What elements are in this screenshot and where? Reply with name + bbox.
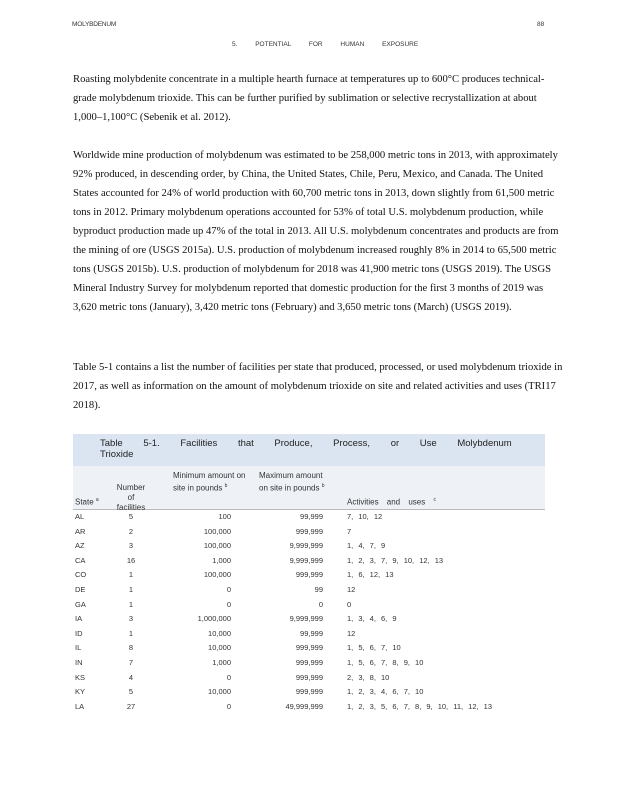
cell-activities: 1, 6, 12, 13	[347, 570, 394, 580]
cell-state: AZ	[75, 541, 85, 551]
cell-facilities: 2	[128, 526, 134, 536]
table-row	[73, 628, 545, 641]
cell-activities: 2, 3, 8, 10	[347, 672, 390, 682]
cell-activities: 12	[347, 628, 356, 638]
cell-facilities: 5	[128, 687, 134, 697]
cell-facilities: 27	[126, 701, 136, 711]
cell-activities: 1, 5, 6, 7, 10	[347, 643, 401, 653]
cell-facilities: 5	[128, 512, 134, 521]
cell-minimum: 1,000	[212, 658, 231, 667]
table-row	[73, 642, 545, 655]
cell-minimum: 10,000	[208, 628, 231, 638]
paragraph-roasting: Roasting molybdenite concentrate in a multiple hearth furnace at temperatures up to 600°C produces technical-grade molybdenum trioxide. This can be further purified by sublimation or selective recrystallization at about 1,000–1,100°C (Sebenik et al. 2012).	[73, 74, 545, 123]
cell-state: IA	[75, 614, 83, 624]
cell-minimum: 0	[226, 701, 231, 711]
column-header-facilities: Number of facilities	[116, 483, 146, 512]
cell-activities: 7	[347, 526, 352, 536]
cell-minimum: 10,000	[208, 687, 231, 697]
cell-maximum: 9,999,999	[289, 541, 323, 551]
cell-facilities: 3	[128, 541, 134, 551]
cell-state: AR	[75, 526, 86, 536]
cell-state: CA	[75, 555, 86, 565]
table-row	[73, 672, 545, 685]
cell-minimum: 10,000	[208, 643, 231, 653]
running-header-chapter: 5. POTENTIAL FOR HUMAN EXPOSURE	[232, 41, 419, 48]
paragraph-table-intro: Table 5-1 contains a list the number of facilities per state that produced, processed, or used molybdenum trioxide in 2017, as well as information on the amount of molybdenum trioxide on site and related activities and uses (TRI17 2018).	[73, 362, 563, 411]
cell-facilities: 1	[128, 570, 134, 580]
cell-facilities: 1	[128, 585, 134, 594]
cell-activities: 1, 5, 6, 7, 8, 9, 10	[347, 658, 424, 667]
table-header	[73, 466, 545, 510]
cell-minimum: 0	[226, 599, 231, 609]
cell-facilities: 1	[128, 628, 134, 638]
cell-state: IN	[75, 658, 83, 667]
cell-maximum: 999,999	[295, 658, 323, 667]
cell-state: ID	[75, 628, 83, 638]
cell-facilities: 4	[128, 672, 134, 682]
table-row	[73, 599, 545, 612]
cell-maximum: 9,999,999	[289, 614, 323, 624]
cell-maximum: 99,999	[300, 512, 323, 521]
cell-activities: 1, 3, 4, 6, 9	[347, 614, 397, 624]
cell-activities: 12	[347, 585, 356, 594]
cell-minimum: 1,000,000	[197, 614, 231, 624]
cell-maximum: 999,999	[295, 672, 323, 682]
cell-activities: 0	[347, 599, 352, 609]
table-title: Table 5-1. Facilities that Produce, Process, or Use Molybdenum Trioxide	[100, 438, 512, 460]
cell-maximum: 99,999	[300, 628, 323, 638]
cell-facilities: 1	[128, 599, 134, 609]
paragraph-production: Worldwide mine production of molybdenum was estimated to be 258,000 metric tons in 2013, with approximately 92% produced, in descending order, by China, the United States, Chile, Peru, Mexico, and Canada. The United States accounted for 24% of world production with 60,700 metric tons in 2013, down slightly from 61,500 metric tons in 2012. Primary molybdenum operations accounted for 53% of total U.S. molybdenum production, while byproduct production made up 47% of the total in 2013. All U.S. molybdenum concentrates and products are from the mining of ore (USGS 2015a). U.S. production of molybdenum increased roughly 8% in 2014 to 65,500 metric tons (USGS 2015b). U.S. production of molybdenum for 2018 was 41,900 metric tons (USGS 2019). The USGS Mineral Industry Survey for molybdenum reported that domestic production for the first 3 months of 2019 was 3,620 metric tons (January), 3,420 metric tons (February) and 3,650 metric tons (March) (USGS 2019).	[73, 150, 559, 313]
column-header-minimum: Minimum amount on site in pounds $^b$	[173, 471, 246, 493]
table-row	[73, 511, 545, 524]
cell-minimum: 100,000	[203, 541, 231, 551]
column-header-state: State $^a$	[75, 497, 99, 507]
page-number: 88	[537, 21, 545, 28]
cell-maximum: 999,999	[295, 526, 323, 536]
cell-maximum: 999,999	[295, 687, 323, 697]
cell-minimum: 0	[226, 585, 231, 594]
cell-activities: 1, 2, 3, 7, 9, 10, 12, 13	[347, 555, 444, 565]
cell-state: IL	[75, 643, 82, 653]
table-row	[73, 657, 545, 670]
running-header-chemical: MOLYBDENUM	[72, 21, 117, 28]
table-row	[73, 526, 545, 539]
column-header-activities: Activities and uses $^c$	[347, 497, 436, 507]
cell-state: KS	[75, 672, 86, 682]
cell-minimum: 1,000	[212, 555, 231, 565]
table-row	[73, 569, 545, 582]
cell-state: DE	[75, 585, 86, 594]
table-row	[73, 686, 545, 699]
table-row	[73, 701, 545, 714]
cell-maximum: 99	[314, 585, 323, 594]
cell-maximum: 0	[318, 599, 323, 609]
cell-state: CO	[75, 570, 87, 580]
cell-maximum: 49,999,999	[285, 701, 323, 711]
table-row	[73, 584, 545, 597]
cell-activities: 1, 4, 7, 9	[347, 541, 386, 551]
cell-minimum: 100,000	[203, 526, 231, 536]
cell-maximum: 999,999	[295, 570, 323, 580]
cell-facilities: 7	[128, 658, 134, 667]
table-title-bar	[73, 434, 545, 466]
cell-state: AL	[75, 512, 85, 521]
cell-state: LA	[75, 701, 85, 711]
cell-minimum: 0	[226, 672, 231, 682]
cell-activities: 1, 2, 3, 4, 6, 7, 10	[347, 687, 424, 697]
cell-minimum: 100,000	[203, 570, 231, 580]
table-row	[73, 555, 545, 568]
column-header-maximum: Maximum amount on site in pounds $^b$	[259, 471, 325, 493]
cell-facilities: 16	[126, 555, 136, 565]
cell-facilities: 8	[128, 643, 134, 653]
cell-maximum: 999,999	[295, 643, 323, 653]
cell-activities: 1, 2, 3, 5, 6, 7, 8, 9, 10, 11, 12, 13	[347, 701, 493, 711]
table-row	[73, 613, 545, 626]
cell-state: GA	[75, 599, 86, 609]
table-row	[73, 540, 545, 553]
cell-maximum: 9,999,999	[289, 555, 323, 565]
cell-activities: 7, 10, 12	[347, 512, 383, 521]
cell-facilities: 3	[128, 614, 134, 624]
cell-minimum: 100	[218, 512, 231, 521]
cell-state: KY	[75, 687, 86, 697]
